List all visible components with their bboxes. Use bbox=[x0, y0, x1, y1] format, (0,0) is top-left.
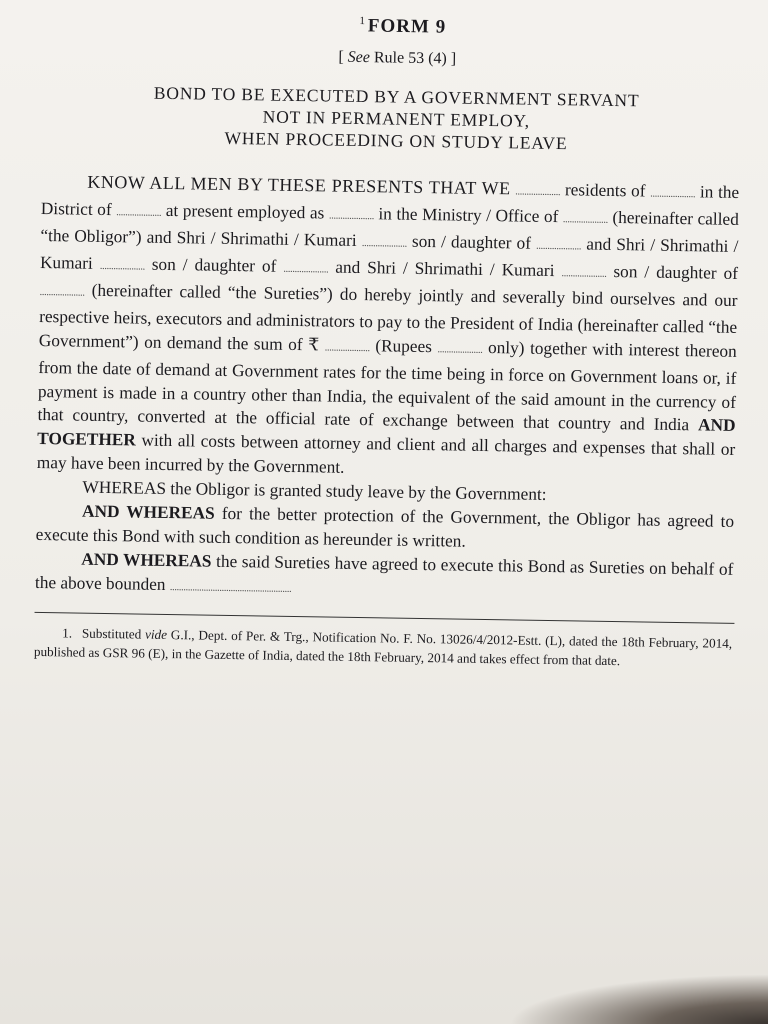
rule-reference: [ See Rule 53 (4) ] bbox=[338, 48, 457, 68]
bond-title bbox=[52, 80, 741, 157]
page-corner-shadow bbox=[508, 974, 768, 1024]
title-line-3: WHEN PROCEEDING ON STUDY LEAVE bbox=[224, 128, 568, 154]
footnote-marker: 1 bbox=[359, 14, 367, 28]
bond-body-paragraph: KNOW ALL MEN BY THESE PRESENTS THAT WE .................... residents of .................... in the District of .................... at present employed as .................... in the Ministry / Office of .................... (hereinafter called “the Obligor”) and Shri / Shrimathi / Kumari .................... son / daughter of .................... and Shri / Shrimathi / Kumari .................... son / daughter of .................... and Shri / Shrimathi / Kumari .................... son / daughter of .................... (hereinafter called “the Sureties”) do hereby jointly and severally bind ourselves and our respective heirs, executors and administrators to pay to the President of India (hereinafter called “the Government”) on demand the sum of ₹ .................... (Rupees .................... only) together with interest thereon from the date of demand at Government rates for the time being in force on Government loans or, if payment is made in a country other than India, the equivalent of the said amount in the currency of that country, converted at the official rate of exchange between that country and India AND TOGETHER with all costs between attorney and client and all charges and expenses that shall or may have been incurred by the Government. WHEREAS the Obligor is granted study leave by the Government: AND WHEREAS for the better protection of the Government, the Obligor has agreed to execute this Bond with such condition as hereunder is written. AND WHEREAS the said Sureties have agreed to execute this Bond as Sureties on behalf of the above bounden ...................................................... bbox=[35, 170, 740, 608]
and-whereas-protection-paragraph: AND WHEREAS for the better protection of the Government, the Obligor has agreed to execute this Bond with such condition as hereunder is written. bbox=[35, 501, 735, 551]
blank-bounden: ...................................................... bbox=[169, 580, 292, 595]
blank-amount: .................... bbox=[324, 341, 370, 354]
blank-surety2-name: .................... bbox=[99, 259, 145, 273]
blank-names: .................... bbox=[515, 185, 561, 199]
form-number: $^1$FORM 9 bbox=[359, 14, 447, 38]
blank-surety1-name: .................... bbox=[361, 237, 407, 250]
blank-surety3-parent: .................... bbox=[39, 285, 85, 299]
blank-surety2-parent: .................... bbox=[283, 262, 329, 276]
rule-see: See bbox=[347, 49, 371, 67]
whereas-paragraph: WHEREAS the Obligor is granted study leave by the Government: bbox=[82, 477, 547, 505]
blank-designation: .................... bbox=[328, 209, 374, 223]
blank-ministry: .................... bbox=[562, 213, 608, 227]
and-together: AND TOGETHER bbox=[37, 415, 736, 450]
blank-surety3-name: .................... bbox=[561, 267, 607, 280]
blank-amount-words: .................... bbox=[437, 342, 483, 356]
blank-district: .................... bbox=[116, 206, 162, 220]
footnote-vide: vide bbox=[144, 626, 168, 642]
blank-surety1-parent: .................... bbox=[536, 239, 582, 253]
and-whereas-sureties-paragraph: AND WHEREAS the said Sureties have agreed to execute this Bond as Sureties on behalf of the above bounden ...................................................... bbox=[34, 549, 734, 595]
title-line-2: NOT IN PERMANENT EMPLOY, bbox=[262, 106, 531, 131]
footnote-number: 1. bbox=[62, 625, 73, 641]
form-content bbox=[34, 10, 742, 672]
footnote: 1. Substituted vide G.I., Dept. of Per. & Trg., Notification No. F. No. 13026/4/2012-Estt. (L), dated the 18th February, 2014, published as GSR 96 (E), in the Gazette of India, dated the 18th February, 2014 and takes effect from that date. bbox=[33, 625, 733, 668]
footnote-divider bbox=[35, 612, 735, 624]
blank-residence: .................... bbox=[650, 187, 696, 201]
know-all-men-lead: KNOW ALL MEN BY THESE PRESENTS THAT WE bbox=[87, 172, 511, 199]
title-line-1: BOND TO BE EXECUTED BY A GOVERNMENT SERVANT bbox=[153, 83, 640, 111]
